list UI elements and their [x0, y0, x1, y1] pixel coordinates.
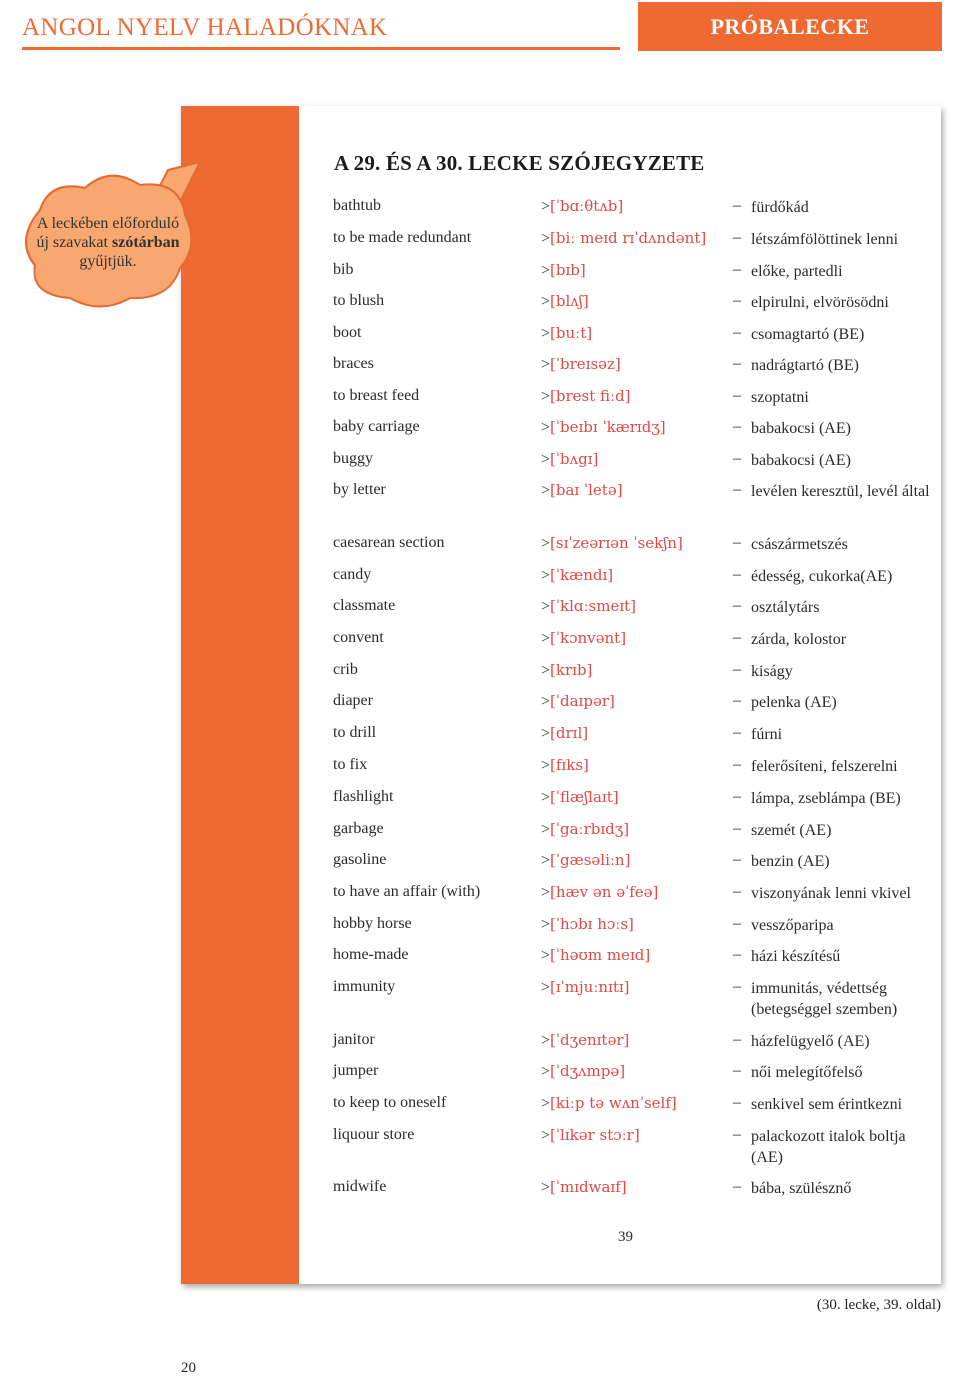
phonetic-marker: >	[541, 535, 551, 552]
bubble-line-2-prefix: új szavakat	[36, 234, 112, 251]
phonetic-marker: >	[541, 230, 551, 247]
english-word: garbage	[333, 820, 384, 837]
phonetic-marker: >	[541, 1063, 551, 1080]
phonetic-transcription	[541, 915, 634, 934]
english-word: immunity	[333, 978, 396, 995]
phonetic-marker: >	[541, 388, 551, 405]
phonetic-marker: >	[541, 789, 551, 806]
phonetic-marker: >	[541, 821, 551, 838]
phonetic-marker: >	[541, 451, 551, 468]
dash-separator: –	[733, 756, 741, 773]
phonetic-transcription	[541, 450, 598, 469]
dash-separator: –	[733, 481, 741, 498]
phonetic-marker: >	[541, 725, 551, 742]
english-word: to keep to oneself	[333, 1094, 447, 1111]
phonetic-transcription	[541, 946, 650, 965]
phonetic-marker: >	[541, 693, 551, 710]
dash-separator: –	[733, 820, 741, 837]
english-word: hobby horse	[333, 915, 412, 932]
dash-separator: –	[733, 566, 741, 583]
english-word: bathtub	[333, 197, 381, 214]
phonetic-transcription	[541, 1178, 627, 1197]
ipa-text: [ˈdaɪpər]	[550, 692, 615, 710]
hungarian-translation: szemét (AE)	[751, 822, 832, 839]
ipa-text: [ˈdʒʌmpə]	[550, 1062, 626, 1080]
phonetic-transcription	[541, 978, 630, 997]
dash-separator: –	[733, 355, 741, 372]
phonetic-marker: >	[541, 293, 551, 310]
dash-separator: –	[733, 597, 741, 614]
hungarian-translation: nadrágtartó (BE)	[751, 357, 859, 374]
phonetic-transcription	[541, 418, 666, 437]
phonetic-transcription	[541, 387, 631, 406]
bubble-line-3: gyűjtjük.	[79, 253, 137, 270]
dash-separator: –	[733, 450, 741, 467]
english-word: gasoline	[333, 851, 387, 868]
english-word: baby carriage	[333, 418, 420, 435]
dash-separator: –	[733, 229, 741, 246]
hungarian-translation: felerősíteni, felszerelni	[751, 758, 898, 775]
ipa-text: [ˈbʌgɪ]	[550, 450, 599, 468]
ipa-text: [fɪks]	[550, 756, 589, 774]
dash-separator: –	[733, 1126, 741, 1143]
dash-separator: –	[733, 946, 741, 963]
phonetic-marker: >	[541, 598, 551, 615]
phonetic-transcription	[541, 1094, 677, 1113]
hungarian-translation: babakocsi (AE)	[751, 420, 851, 437]
phonetic-marker: >	[541, 947, 551, 964]
ipa-text: [ˈklɑːsmeɪt]	[550, 597, 637, 615]
english-word: to be made redundant	[333, 229, 472, 246]
dash-separator: –	[733, 1178, 741, 1195]
hungarian-translation: előke, partedli	[751, 263, 843, 280]
ipa-text: [bɪb]	[550, 261, 586, 279]
phonetic-transcription	[541, 534, 683, 553]
dash-separator: –	[733, 851, 741, 868]
ipa-text: [ˈmɪdwaɪf]	[550, 1178, 627, 1196]
dash-separator: –	[733, 418, 741, 435]
ipa-text: [ˈflæʃlaɪt]	[550, 788, 619, 806]
ipa-text: [ˈdʒenɪtər]	[550, 1031, 630, 1049]
english-word: midwife	[333, 1178, 387, 1195]
book-page-number: 39	[618, 1229, 633, 1245]
english-word: braces	[333, 355, 374, 372]
ipa-text: [ɪˈmjuːnɪtɪ]	[550, 978, 630, 996]
english-word: diaper	[333, 692, 373, 709]
phonetic-transcription	[541, 292, 589, 311]
english-word: buggy	[333, 450, 373, 467]
phonetic-transcription	[541, 197, 623, 216]
phonetic-marker: >	[541, 630, 551, 647]
hungarian-translation: palackozott italok boltja (AE)	[751, 1128, 906, 1166]
hungarian-translation: házi készítésű	[751, 948, 841, 965]
ipa-text: [ˈkændɪ]	[550, 566, 614, 584]
english-word: liquour store	[333, 1126, 415, 1143]
ipa-text: [ˈgæsəliːn]	[550, 851, 631, 869]
hungarian-translation: osztálytárs	[751, 599, 820, 616]
phonetic-transcription	[541, 820, 629, 839]
dash-separator: –	[733, 534, 741, 551]
hungarian-translation: benzin (AE)	[751, 853, 830, 870]
dash-separator: –	[733, 292, 741, 309]
dash-separator: –	[733, 324, 741, 341]
phonetic-marker: >	[541, 852, 551, 869]
hungarian-translation: pelenka (AE)	[751, 694, 837, 711]
hungarian-translation: házfelügyelő (AE)	[751, 1033, 870, 1050]
hungarian-translation: immunitás, védettség (betegséggel szemben)	[751, 980, 898, 1018]
ipa-text: [ˈbeɪbɪ ˈkærɪdʒ]	[550, 418, 666, 436]
hungarian-translation: senkivel sem érintkezni	[751, 1096, 903, 1113]
dash-separator: –	[733, 1062, 741, 1079]
ipa-text: [hæv ən əˈfeə]	[550, 883, 659, 901]
phonetic-marker: >	[541, 198, 551, 215]
ipa-text: [ˈhɔbɪ hɔːs]	[550, 915, 634, 933]
ipa-text: [baɪ ˈletə]	[550, 481, 623, 499]
phonetic-marker: >	[541, 325, 551, 342]
phonetic-transcription	[541, 851, 630, 870]
phonetic-marker: >	[541, 1179, 551, 1196]
english-word: candy	[333, 566, 372, 583]
hungarian-translation: elpirulni, elvörösödni	[751, 294, 889, 311]
phonetic-marker: >	[541, 662, 551, 679]
hungarian-translation: női melegítőfelső	[751, 1064, 863, 1081]
dash-separator: –	[733, 1031, 741, 1048]
dash-separator: –	[733, 629, 741, 646]
english-word: caesarean section	[333, 534, 445, 551]
english-word: janitor	[333, 1031, 375, 1048]
ipa-text: [ˈbɑːθtʌb]	[550, 197, 624, 215]
english-word: to blush	[333, 292, 385, 309]
hungarian-translation: fürdőkád	[751, 199, 809, 216]
english-word: jumper	[333, 1062, 379, 1079]
phonetic-marker: >	[541, 356, 551, 373]
hungarian-translation: lámpa, zseblámpa (BE)	[751, 790, 901, 807]
footer-page-number: 20	[181, 1360, 196, 1376]
phonetic-marker: >	[541, 482, 551, 499]
phonetic-marker: >	[541, 1095, 551, 1112]
phonetic-marker: >	[541, 757, 551, 774]
phonetic-transcription	[541, 229, 706, 248]
ipa-text: [ˈhəʊm meɪd]	[550, 946, 651, 964]
english-word: flashlight	[333, 788, 394, 805]
ipa-text: [ˈbreɪsəz]	[550, 355, 621, 373]
phonetic-marker: >	[541, 262, 551, 279]
phonetic-marker: >	[541, 419, 551, 436]
sample-lesson-badge: PRÓBALECKE	[638, 2, 942, 51]
dash-separator: –	[733, 1094, 741, 1111]
english-word: boot	[333, 324, 362, 341]
dash-separator: –	[733, 724, 741, 741]
phonetic-transcription	[541, 261, 586, 280]
english-word: convent	[333, 629, 384, 646]
dash-separator: –	[733, 197, 741, 214]
ipa-text: [buːt]	[550, 324, 593, 342]
phonetic-marker: >	[541, 1127, 551, 1144]
ipa-text: [biː meɪd rɪˈdʌndənt]	[550, 229, 707, 247]
hungarian-translation: kiságy	[751, 663, 793, 680]
ipa-text: [sɪˈzeərɪən ˈsekʃn]	[550, 534, 683, 552]
phonetic-transcription	[541, 724, 588, 743]
bubble-line-1: A leckében előforduló	[36, 215, 180, 232]
phonetic-transcription	[541, 661, 592, 680]
ipa-text: [ˈgaːrbɪdʒ]	[550, 820, 630, 838]
phonetic-transcription	[541, 566, 613, 585]
phonetic-marker: >	[541, 916, 551, 933]
phonetic-transcription	[541, 355, 621, 374]
english-word: to breast feed	[333, 387, 420, 404]
hungarian-translation: babakocsi (AE)	[751, 452, 851, 469]
hungarian-translation: vesszőparipa	[751, 917, 834, 934]
english-word: bib	[333, 261, 354, 278]
dash-separator: –	[733, 261, 741, 278]
ipa-text: [krɪb]	[550, 661, 593, 679]
hungarian-translation: levélen keresztül, levél által	[751, 483, 930, 500]
ipa-text: [ˈlɪkər stɔːr]	[550, 1126, 640, 1144]
english-word: classmate	[333, 597, 396, 614]
ipa-text: [drɪl]	[550, 724, 589, 742]
dash-separator: –	[733, 661, 741, 678]
hungarian-translation: szoptatni	[751, 389, 809, 406]
phonetic-transcription	[541, 1031, 629, 1050]
caption: (30. lecke, 39. oldal)	[816, 1297, 941, 1313]
phonetic-transcription	[541, 756, 589, 775]
dash-separator: –	[733, 788, 741, 805]
phonetic-transcription	[541, 788, 619, 807]
dash-separator: –	[733, 883, 741, 900]
phonetic-marker: >	[541, 567, 551, 584]
header-title: ANGOL NYELV HALADÓKNAK	[22, 14, 388, 41]
phonetic-marker: >	[541, 1032, 551, 1049]
hungarian-translation: bába, szülésznő	[751, 1180, 852, 1197]
phonetic-transcription	[541, 597, 636, 616]
english-word: to have an affair (with)	[333, 883, 481, 900]
phonetic-transcription	[541, 324, 592, 343]
english-word: to fix	[333, 756, 368, 773]
hungarian-translation: zárda, kolostor	[751, 631, 847, 648]
ipa-text: [kiːp tə wʌnˈself]	[550, 1094, 677, 1112]
phonetic-transcription	[541, 481, 623, 500]
english-word: home-made	[333, 946, 409, 963]
hungarian-translation: létszámfölöttinek lenni	[751, 231, 899, 248]
phonetic-transcription	[541, 883, 658, 902]
english-word: to drill	[333, 724, 377, 741]
dash-separator: –	[733, 692, 741, 709]
phonetic-transcription	[541, 629, 626, 648]
hungarian-translation: császármetszés	[751, 536, 848, 553]
phonetic-transcription	[541, 1126, 640, 1145]
english-word: by letter	[333, 481, 386, 498]
dash-separator: –	[733, 387, 741, 404]
ipa-text: [brest fiːd]	[550, 387, 631, 405]
ipa-text: [blʌʃ]	[550, 292, 589, 310]
hungarian-translation: édesség, cukorka(AE)	[751, 568, 893, 585]
phonetic-marker: >	[541, 884, 551, 901]
speech-bubble-text	[30, 214, 186, 271]
english-word: crib	[333, 661, 358, 678]
dash-separator: –	[733, 978, 741, 995]
hungarian-translation: viszonyának lenni vkivel	[751, 885, 911, 902]
vocabulary-title: A 29. ÉS A 30. LECKE SZÓJEGYZETE	[334, 151, 705, 175]
dash-separator: –	[733, 915, 741, 932]
hungarian-translation: fúrni	[751, 726, 783, 743]
phonetic-transcription	[541, 692, 615, 711]
phonetic-marker: >	[541, 979, 551, 996]
bubble-line-2-bold: szótárban	[111, 234, 180, 251]
ipa-text: [ˈkɔnvənt]	[550, 629, 627, 647]
hungarian-translation: csomagtartó (BE)	[751, 326, 865, 343]
phonetic-transcription	[541, 1062, 625, 1081]
